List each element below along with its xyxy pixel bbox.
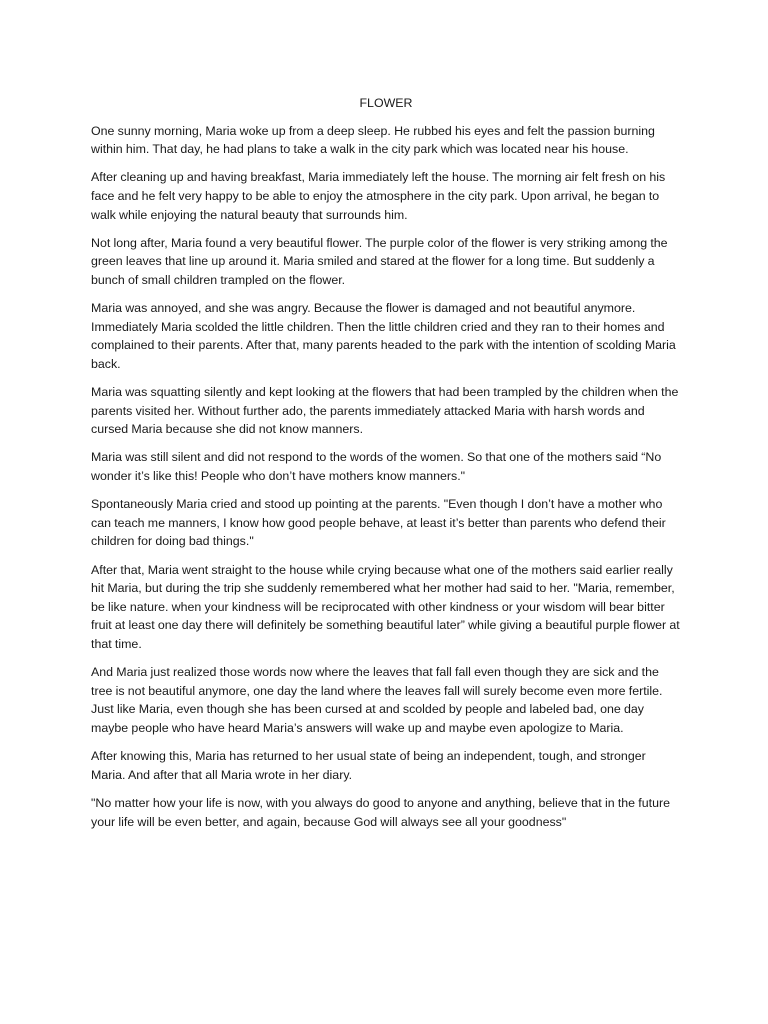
paragraph-2: After cleaning up and having breakfast, Maria immediately left the house. The morning air felt fresh on his face and he felt very happy to be able to enjoy the atmosphere in the city park. Upon arrival, he began to walk while enjoying the natural beauty that surrounds him.	[91, 170, 666, 222]
document-body	[91, 94, 681, 841]
paragraph-5: Maria was squatting silently and kept looking at the flowers that had been trampled by the children when the parents visited her. Without further ado, the parents immediately attacked Maria with harsh words and cursed Maria because she did not know manners.	[91, 385, 679, 437]
paragraph-3: Not long after, Maria found a very beautiful flower. The purple color of the flower is very striking among the green leaves that line up around it. Maria smiled and stared at the flower for a long time. But suddenly a bunch of small children trampled on the flower.	[91, 235, 668, 287]
paragraph-4: Maria was annoyed, and she was angry. Because the flower is damaged and not beautiful anymore. Immediately Maria scolded the little children. Then the little children cried and they ran to their homes and complained to their parents. After that, many parents headed to the park with the intention of scolding Maria back.	[91, 301, 676, 371]
paragraph-7: Spontaneously Maria cried and stood up pointing at the parents. "Even though I don’t have a mother who can teach me manners, I know how good people behave, at least it’s better than parents who defend their children for doing bad things."	[91, 497, 666, 549]
document-title: FLOWER	[359, 96, 413, 110]
paragraph-9: And Maria just realized those words now where the leaves that fall fall even though they are sick and the tree is not beautiful anymore, one day the land where the leaves fall will surely become even more fertile. Just like Maria, even though she has been cursed at and scolded by people and labeled bad, one day maybe people who have heard Maria’s answers will wake up and maybe even apologize to Maria.	[91, 665, 663, 735]
paragraph-1: One sunny morning, Maria woke up from a deep sleep. He rubbed his eyes and felt the passion burning within him. That day, he had plans to take a walk in the city park which was located near his house.	[91, 123, 655, 157]
paragraph-8: After that, Maria went straight to the house while crying because what one of the mothers said earlier really hit Maria, but during the trip she suddenly remembered what her mother had said to her. "Maria, remember, be like nature. when your kindness will be reciprocated with other kindness or your wisdom will bear bitter fruit at least one day there will definitely be something beautiful later” while giving a beautiful purple flower at that time.	[91, 562, 680, 651]
paragraph-6: Maria was still silent and did not respond to the words of the women. So that one of the mothers said “No wonder it’s like this! People who don’t have mothers know manners."	[91, 450, 662, 484]
paragraph-10: After knowing this, Maria has returned to her usual state of being an independent, tough, and stronger Maria. And after that all Maria wrote in her diary.	[91, 749, 646, 782]
paragraph-11: "No matter how your life is now, with you always do good to anyone and anything, believe that in the future your life will be even better, and again, because God will always see all your goodness"	[91, 795, 670, 829]
